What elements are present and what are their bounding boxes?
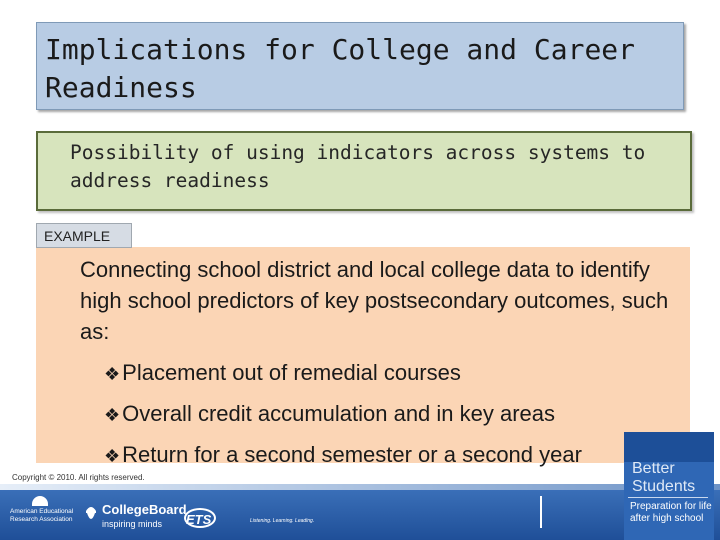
copyright-text: Copyright © 2010. All rights reserved.: [12, 473, 145, 482]
ets-tagline: Listening. Learning. Leading.: [250, 518, 315, 524]
example-intro: Connecting school district and local college data to identify high school predictors of key postsecondary outcomes, such as:: [80, 257, 669, 344]
list-item: ❖Return for a second semester or a second year: [104, 442, 582, 467]
diamond-bullet-icon: ❖: [104, 446, 121, 466]
readiness-text: Possibility of using indicators across systems to address readiness: [70, 141, 646, 192]
example-box: [36, 247, 690, 467]
list-item: ❖Placement out of remedial courses: [104, 360, 461, 385]
example-tab: EXAMPLE: [36, 223, 132, 248]
title-box: [36, 22, 684, 110]
better-students-title: Better Students: [632, 460, 696, 495]
diamond-bullet-icon: ❖: [104, 364, 121, 384]
ets-logo: ETS: [186, 512, 212, 527]
readiness-box: [36, 131, 692, 211]
diamond-bullet-icon: ❖: [104, 405, 121, 425]
aera-logo: American Educational Research Association: [10, 508, 74, 523]
better-students-header: [624, 432, 714, 462]
acorn-icon: [84, 503, 98, 525]
better-students-rule: [628, 497, 708, 498]
outcome-list: [104, 353, 582, 476]
list-item: ❖Overall credit accumulation and in key areas: [104, 401, 556, 426]
better-students-subtitle: Preparation for life after high school: [630, 501, 712, 524]
slide-title: Implications for College and Career Readiness: [45, 33, 636, 104]
collegeboard-name: CollegeBoard: [102, 502, 187, 517]
collegeboard-logo: [88, 503, 187, 531]
aera-logo-icon: [32, 496, 48, 506]
footer-separator: [540, 496, 542, 528]
collegeboard-tagline: inspiring minds: [102, 519, 163, 529]
